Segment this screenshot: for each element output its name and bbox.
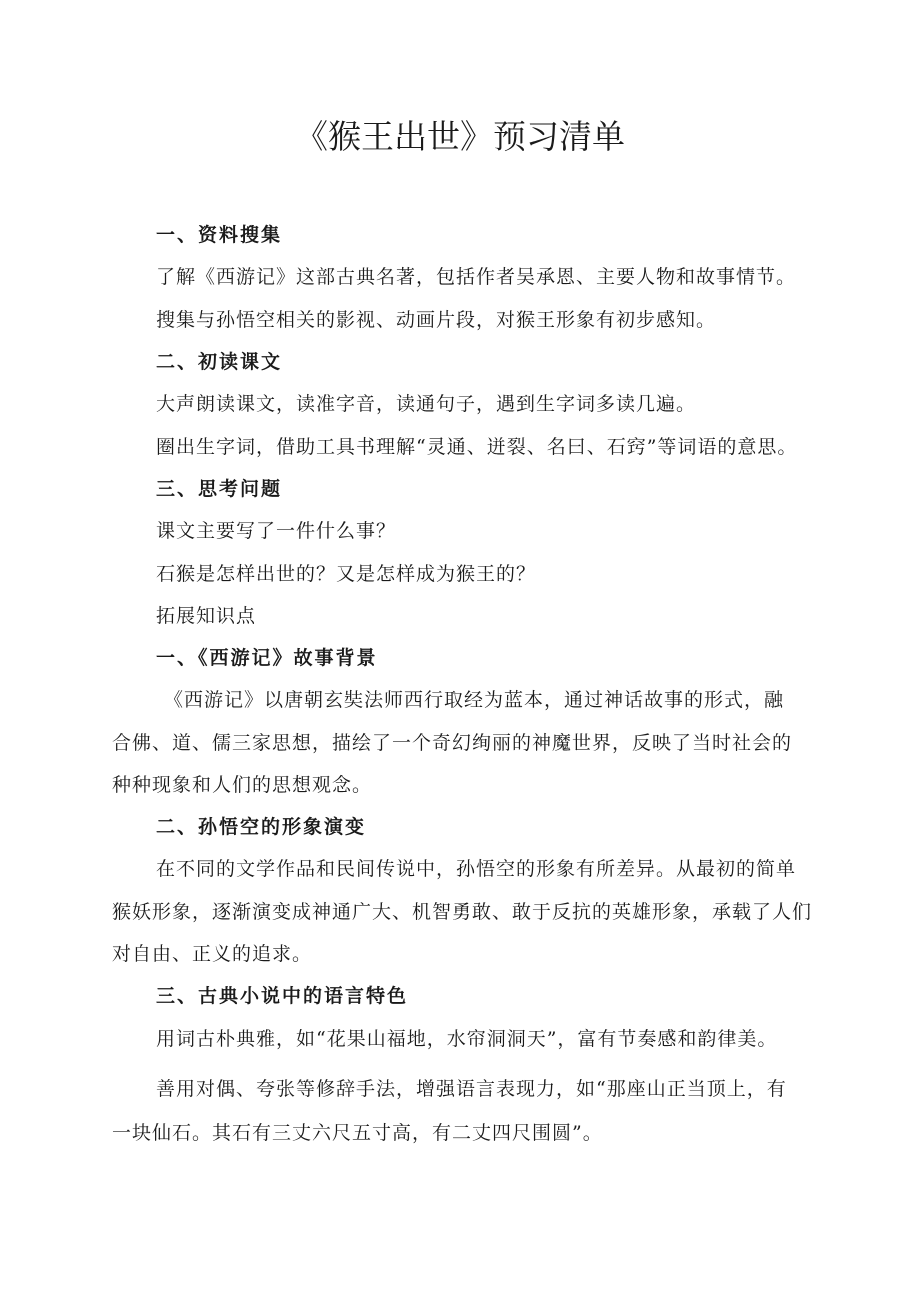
list-item: 石猴是怎样出世的？又是怎样成为猴王的？ [156, 563, 537, 585]
section-heading-first-reading: 二、初读课文 [156, 351, 283, 373]
subsection-heading-image-evolution: 二、孙悟空的形象演变 [156, 816, 367, 838]
list-item: 圈出生字词，借助工具书理解“灵通、迸裂、名曰、石窍”等词语的意思。 [156, 436, 798, 458]
paragraph-line: 一块仙石。其石有三丈六尺五寸高，有二丈四尺围圆”。 [112, 1122, 603, 1144]
paragraph-line: 猴妖形象，逐渐演变成神通广大、机智勇敢、敢于反抗的英雄形象，承载了人们 [112, 901, 813, 923]
page-title: 《猴王出世》预习清单 [295, 117, 625, 156]
list-item: 了解《西游记》这部古典名著，包括作者吴承恩、主要人物和故事情节。 [156, 266, 797, 288]
paragraph-line: 合佛、道、儒三家思想，描绘了一个奇幻绚丽的神魔世界，反映了当时社会的 [112, 732, 793, 754]
list-item: 课文主要写了一件什么事？ [156, 520, 397, 542]
paragraph-line: 用词古朴典雅，如“花果山福地，水帘洞洞天”，富有节奏感和韵律美。 [156, 1028, 778, 1050]
paragraph-line: 在不同的文学作品和民间传说中，孙悟空的形象有所差异。从最初的简单 [156, 858, 797, 880]
paragraph-line: 善用对偶、夸张等修辞手法，增强语言表现力，如“那座山正当顶上，有 [156, 1078, 787, 1100]
list-item: 大声朗读课文，读准字音，读通句子，遇到生字词多读几遍。 [156, 393, 697, 415]
section-heading-questions: 三、思考问题 [156, 478, 283, 500]
paragraph-line: 《西游记》以唐朝玄奘法师西行取经为蓝本，通过神话故事的形式，融 [164, 689, 785, 711]
extension-heading: 拓展知识点 [156, 605, 257, 627]
list-item: 搜集与孙悟空相关的影视、动画片段，对猴王形象有初步感知。 [156, 309, 717, 331]
subsection-heading-language: 三、古典小说中的语言特色 [156, 985, 409, 1007]
subsection-heading-background: 一、《西游记》故事背景 [156, 647, 378, 669]
section-heading-materials: 一、资料搜集 [156, 224, 283, 246]
paragraph-line: 种种现象和人们的思想观念。 [112, 774, 373, 796]
paragraph-line: 对自由、正义的追求。 [112, 943, 313, 965]
